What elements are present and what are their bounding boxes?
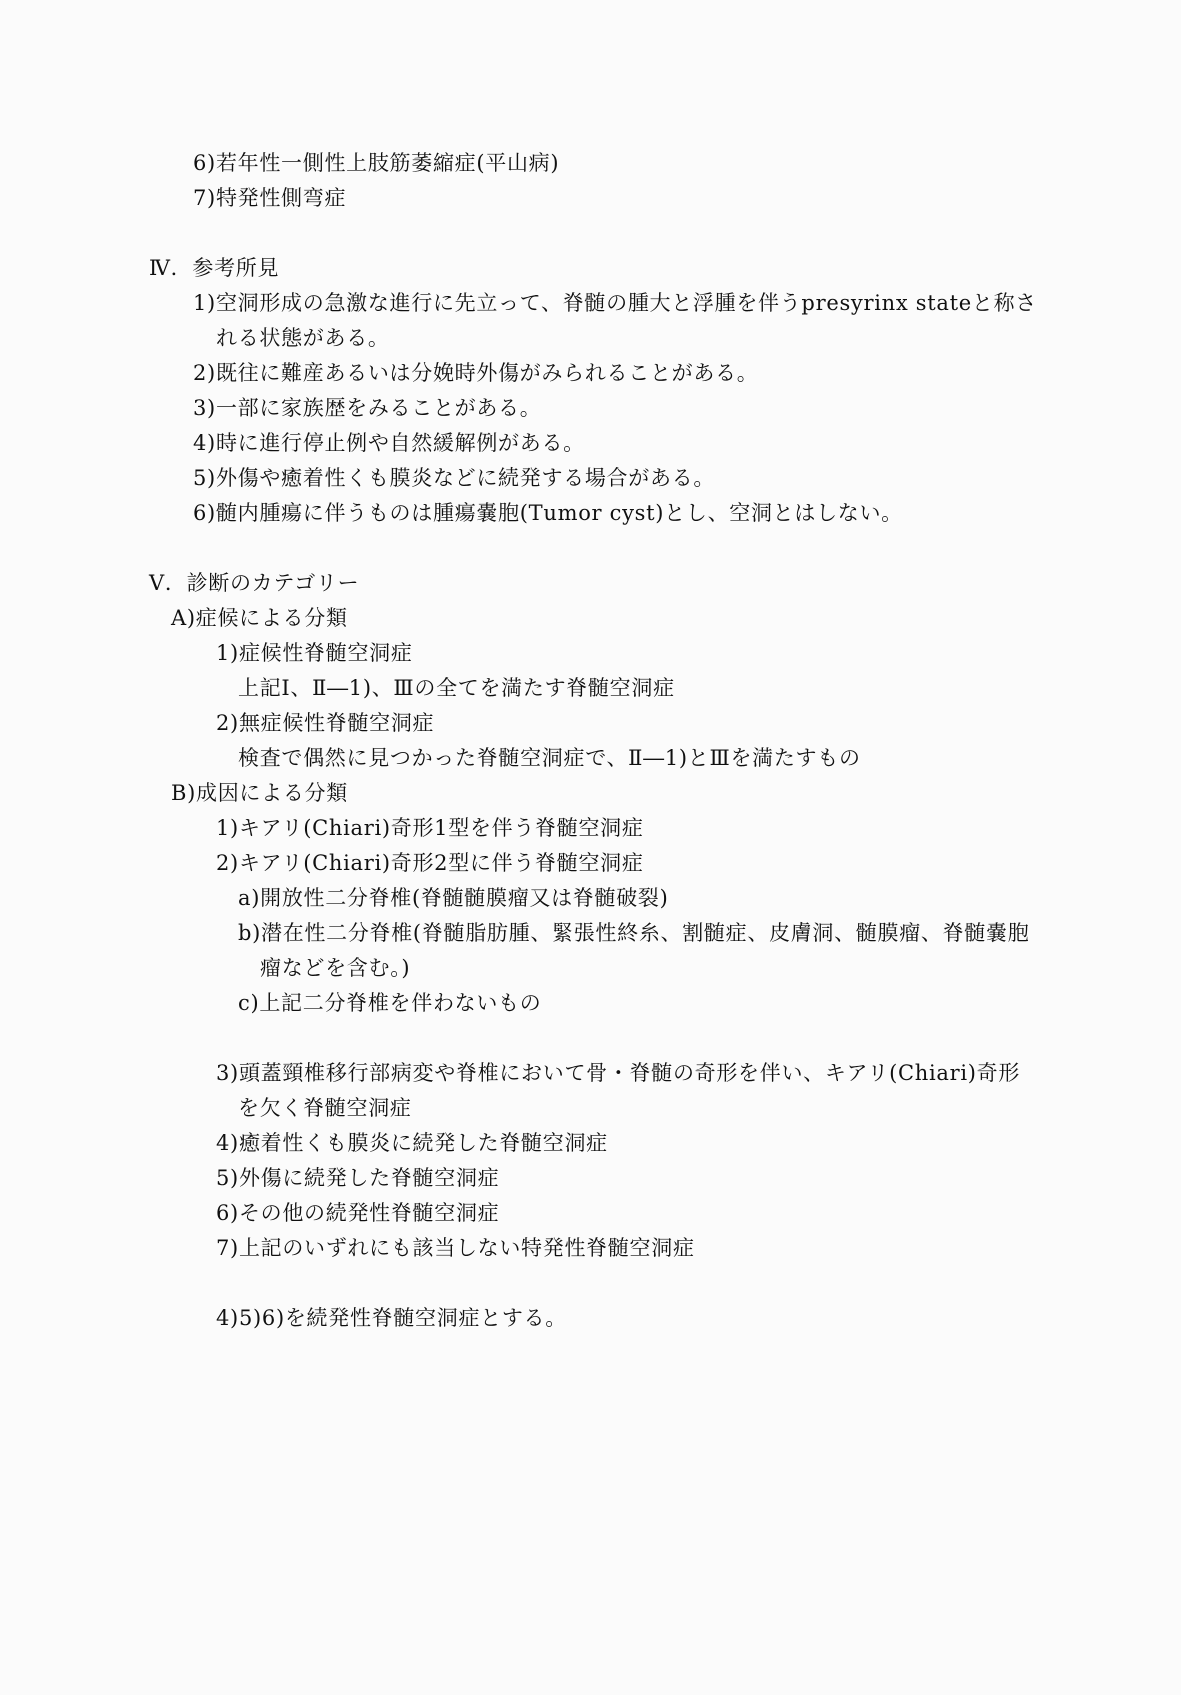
blank-line [0,1266,1060,1301]
text-line: Ⅴ．診断のカテゴリー [149,571,360,595]
text-line: れる状態がある。 [216,326,390,350]
text-line: 3)頭蓋頸椎移行部病変や脊椎において骨・脊髄の奇形を伴い、キアリ(Chiari)奇形 [216,1061,1021,1085]
text-line: 上記Ⅰ、Ⅱ―1)、Ⅲの全てを満たす脊髄空洞症 [238,676,675,700]
document-body [0,146,1181,1336]
text-line: 1)症候性脊髄空洞症 [216,641,413,665]
text-line: 検査で偶然に見つかった脊髄空洞症で、Ⅱ―1)とⅢを満たすもの [238,746,861,770]
text-line: 5)外傷や癒着性くも膜炎などに続発する場合がある。 [193,466,716,490]
text-line: 2)無症候性脊髄空洞症 [216,711,435,735]
text-line: 3)一部に家族歴をみることがある。 [193,396,542,420]
text-line: 1)空洞形成の急激な進行に先立って、脊髄の腫大と浮腫を伴うpresyrinx stateと称さ [193,291,1037,315]
text-line: 6)若年性一側性上肢筋萎縮症(平山病) [193,151,560,175]
text-line: A)症候による分類 [171,606,348,630]
text-line: 4)癒着性くも膜炎に続発した脊髄空洞症 [216,1131,608,1155]
text-line: 6)その他の続発性脊髄空洞症 [216,1201,500,1225]
text-line: 5)外傷に続発した脊髄空洞症 [216,1166,500,1190]
text-line: a)開放性二分脊椎(脊髄髄膜瘤又は脊髄破裂) [238,886,669,910]
text-line: B)成因による分類 [171,781,348,805]
blank-line [0,531,1060,566]
text-line: 2)既往に難産あるいは分娩時外傷がみられることがある。 [193,361,759,385]
text-line: c)上記二分脊椎を伴わないもの [238,991,542,1015]
text-line: 1)キアリ(Chiari)奇形1型を伴う脊髄空洞症 [216,816,644,840]
text-line: 4)時に進行停止例や自然緩解例がある。 [193,431,585,455]
blank-line [0,1021,1060,1056]
text-line: 7)特発性側弯症 [193,186,347,210]
text-line: b)潜在性二分脊椎(脊髄脂肪腫、緊張性終糸、割髄症、皮膚洞、髄膜瘤、脊髄嚢胞 [238,921,1030,945]
text-line: 4)5)6)を続発性脊髄空洞症とする。 [216,1306,567,1330]
text-line: Ⅳ．参考所見 [149,256,280,280]
blank-line [0,216,1060,251]
text-line: 2)キアリ(Chiari)奇形2型に伴う脊髄空洞症 [216,851,644,875]
text-line: を欠く脊髄空洞症 [238,1096,412,1120]
text-line: 6)髄内腫瘍に伴うものは腫瘍嚢胞(Tumor cyst)とし、空洞とはしない。 [193,501,903,525]
text-line: 7)上記のいずれにも該当しない特発性脊髄空洞症 [216,1236,695,1260]
text-line: 瘤などを含む。) [260,956,411,980]
